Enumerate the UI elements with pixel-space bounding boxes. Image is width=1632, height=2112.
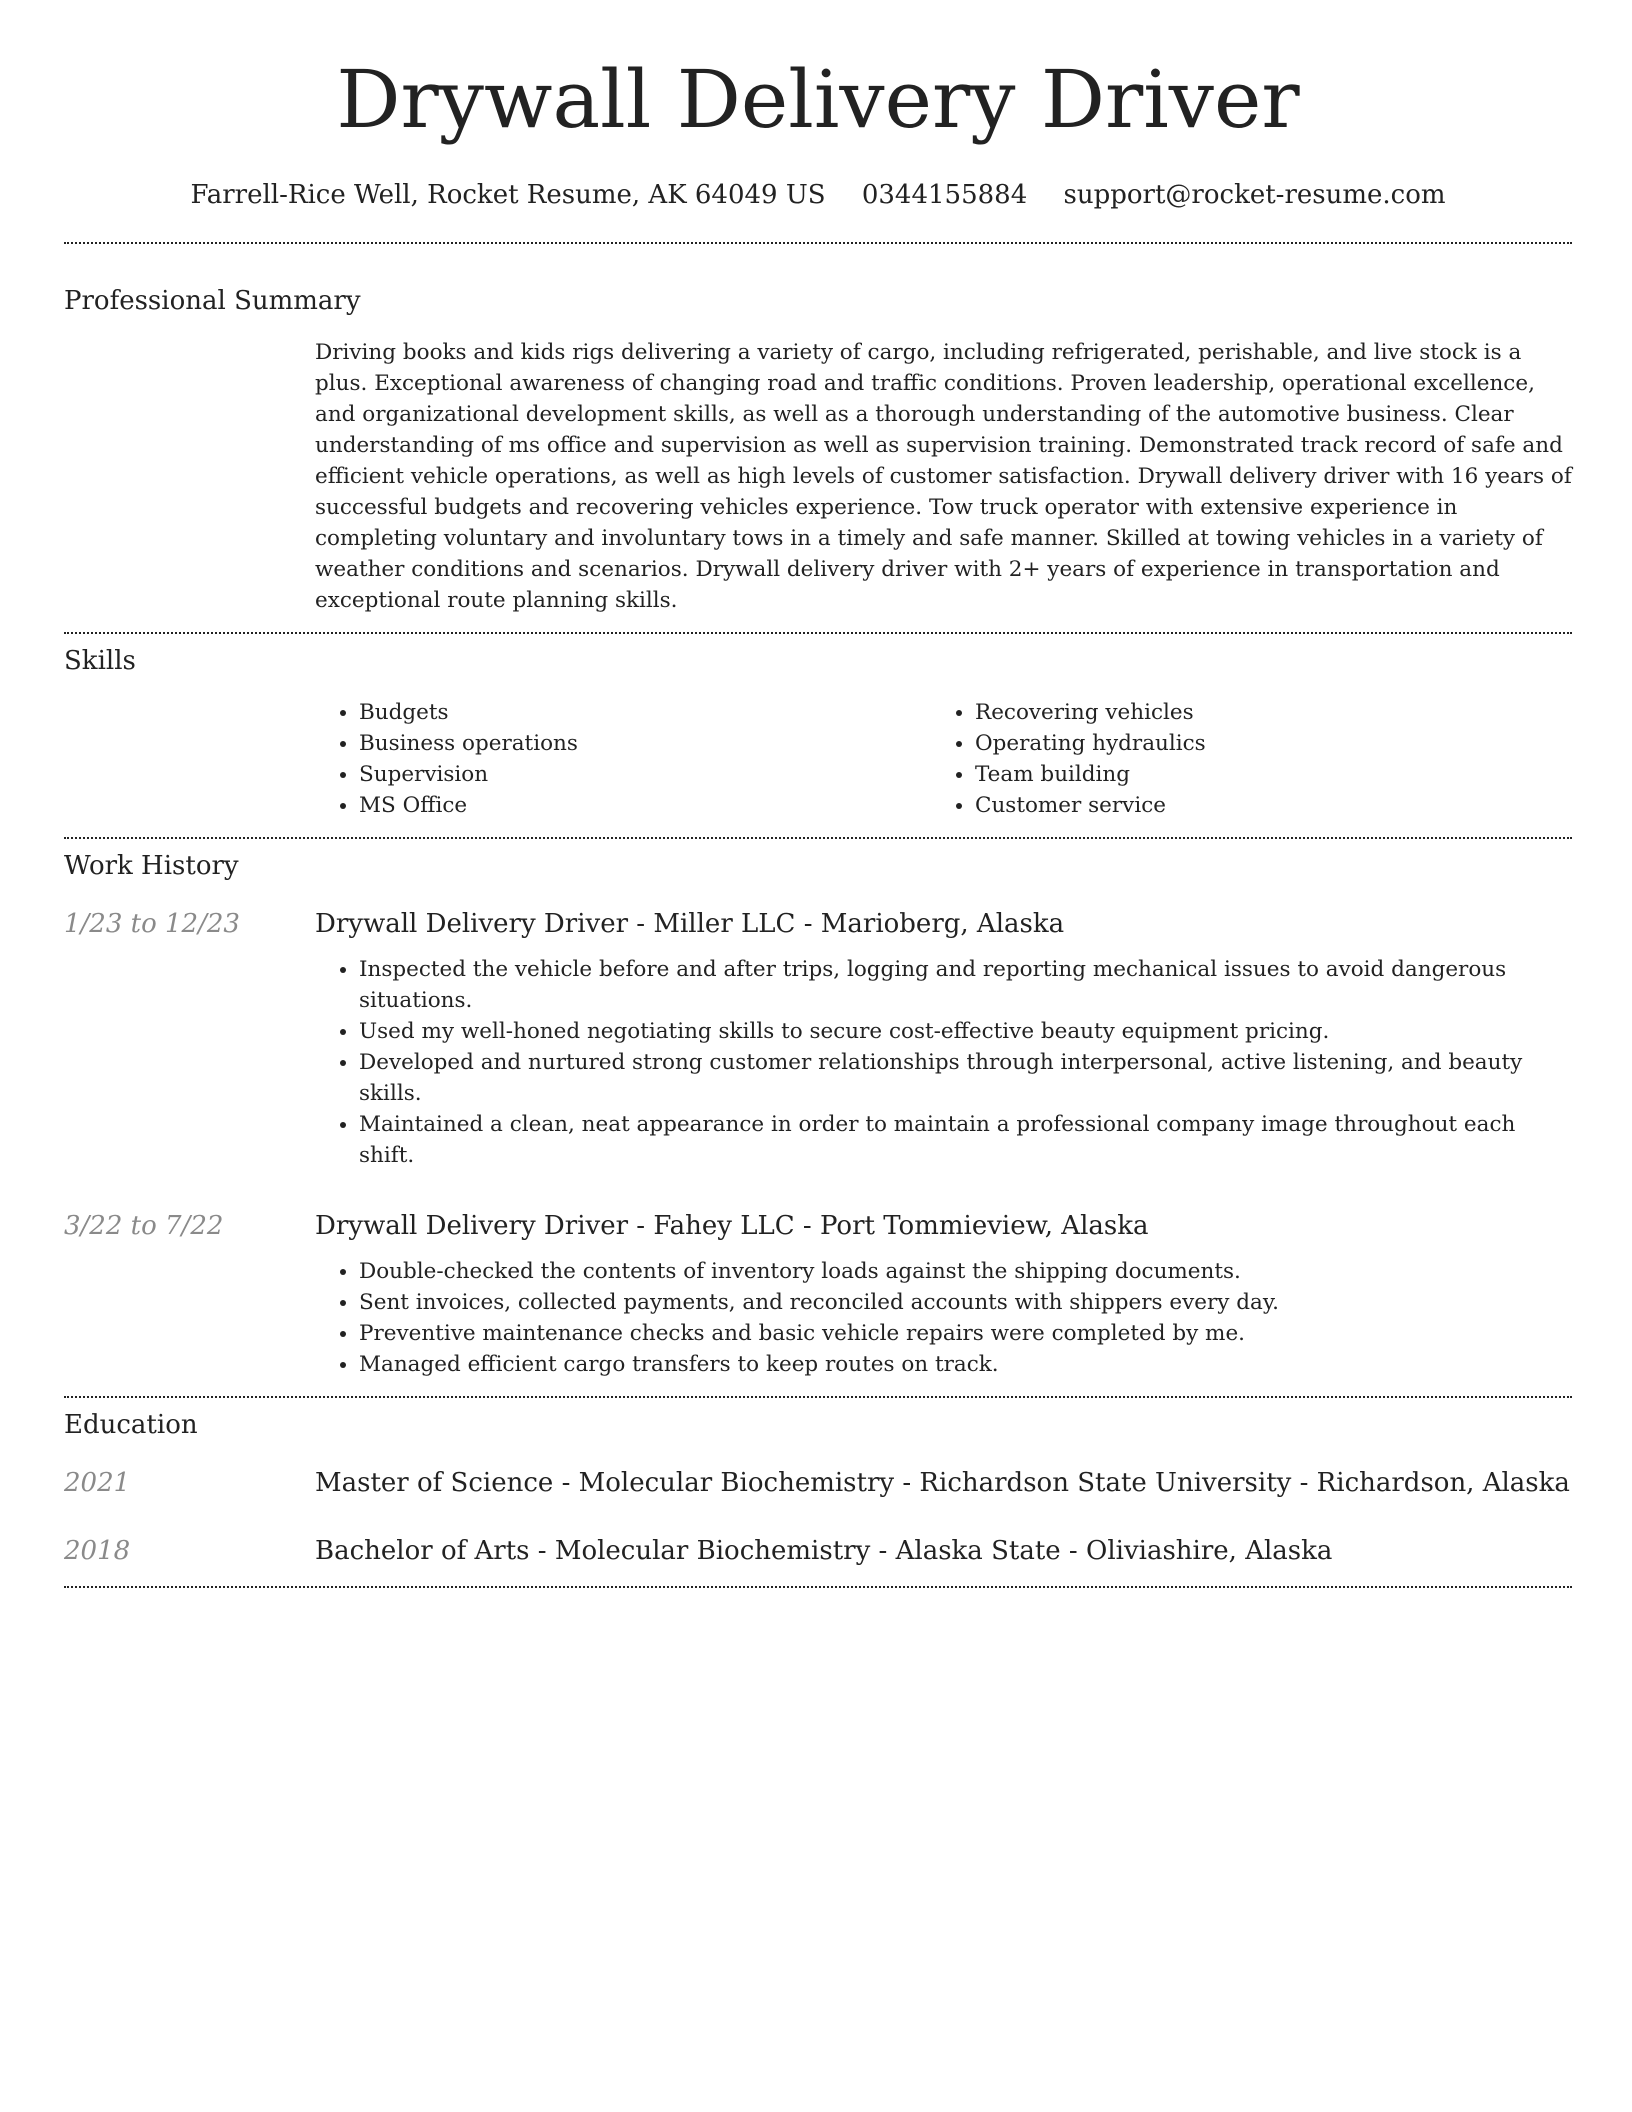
skill-item: • Supervision [359, 759, 931, 790]
contact-address: Farrell-Rice Well, Rocket Resume, AK 64049 US [190, 180, 826, 210]
education-degree: Master of Science [315, 1468, 554, 1498]
skill-item: • Customer service [975, 790, 1547, 821]
section-title-work: Work History [64, 851, 239, 881]
education-location: Richardson, Alaska [1316, 1468, 1570, 1498]
skill-item: • Business operations [359, 728, 931, 759]
job-bullets [315, 954, 1572, 1171]
resume-name: Drywall Delivery Driver [336, 53, 1300, 146]
education-section [64, 1408, 1572, 1568]
resume-page [64, 0, 1572, 1588]
skill-item: • MS Office [359, 790, 931, 821]
education-field: Molecular Biochemistry [554, 1536, 871, 1566]
education-school: Richardson State University [919, 1468, 1292, 1498]
education-degree: Bachelor of Arts [315, 1536, 530, 1566]
job-title-line [315, 907, 1064, 941]
divider [64, 837, 1572, 839]
summary-text: Driving books and kids rigs delivering a variety of cargo, including refrigerated, perishable, and live stock is a plus. Exceptional awareness of changing road and traffic conditions. Proven leadership, operational excellence, and organizational development skills, as well as a thorough understanding of the automotive business. Clear understanding of ms office and supervision as well as supervision training. Demonstrated track record of safe and efficient vehicle operations, as well as high levels of customer satisfaction. Drywall delivery driver with 16 years of successful budgets and recovering vehicles experience. Tow truck operator with extensive experience in completing voluntary and involuntary tows in a timely and safe manner. Skilled at towing vehicles in a variety of weather conditions and scenarios. Drywall delivery driver with 2+ years of experience in transportation and exceptional route planning skills. [315, 340, 1572, 613]
section-title-skills: Skills [64, 646, 136, 676]
skill-item: • Recovering vehicles [975, 697, 1547, 728]
skills-list-right [931, 697, 1547, 821]
separator: - [794, 1211, 820, 1241]
job-header [64, 1209, 1572, 1243]
divider [64, 1586, 1572, 1588]
job-entry [64, 907, 1572, 1171]
divider [64, 632, 1572, 634]
summary-section [64, 284, 1572, 616]
job-bullet: • Used my well-honed negotiating skills to secure cost-effective beauty equipment pricing. [359, 1016, 1572, 1047]
job-location: Port Tommieview, Alaska [819, 1211, 1149, 1241]
separator: - [529, 1536, 555, 1566]
job-entry [64, 1209, 1572, 1380]
separator: - [553, 1468, 579, 1498]
section-title-education: Education [64, 1410, 198, 1440]
job-bullet: • Preventive maintenance checks and basic vehicle repairs were completed by me. [359, 1318, 1572, 1349]
skills-list-left [315, 697, 931, 821]
education-year: 2018 [64, 1536, 131, 1566]
job-title-line [315, 1209, 1149, 1243]
divider [64, 242, 1572, 244]
education-year: 2021 [64, 1468, 131, 1498]
skill-item: • Budgets [359, 697, 931, 728]
job-company: Miller LLC [653, 909, 796, 939]
education-school: Alaska State [895, 1536, 1061, 1566]
job-dates: 1/23 to 12/23 [64, 909, 240, 939]
separator: - [870, 1536, 896, 1566]
skill-item: • Operating hydraulics [975, 728, 1547, 759]
job-bullet: • Maintained a clean, neat appearance in order to maintain a professional company image throughout each shift. [359, 1109, 1572, 1171]
education-entry [64, 1534, 1572, 1568]
job-bullets [315, 1256, 1572, 1380]
skills-section [64, 644, 1572, 821]
education-title-line [315, 1534, 1332, 1568]
separator: - [795, 909, 821, 939]
contact-phone: 0344155884 [861, 180, 1028, 210]
work-section [64, 849, 1572, 1380]
section-title-summary: Professional Summary [64, 286, 361, 316]
job-bullet: • Developed and nurtured strong customer relationships through interpersonal, active listening, and beauty skills. [359, 1047, 1572, 1109]
job-company: Fahey LLC [653, 1211, 795, 1241]
skill-item: • Team building [975, 759, 1547, 790]
divider [64, 1396, 1572, 1398]
contact-email: support@rocket-resume.com [1063, 180, 1446, 210]
education-entry [64, 1466, 1572, 1500]
education-field: Molecular Biochemistry [578, 1468, 895, 1498]
separator: - [628, 1211, 654, 1241]
skills-grid [315, 697, 1572, 821]
job-role: Drywall Delivery Driver [315, 1211, 629, 1241]
job-bullet: • Inspected the vehicle before and after trips, logging and reporting mechanical issues to avoid dangerous situations. [359, 954, 1572, 1016]
separator: - [894, 1468, 920, 1498]
separator: - [1291, 1468, 1317, 1498]
education-title-line [315, 1466, 1570, 1500]
job-bullet: • Double-checked the contents of inventory loads against the shipping documents. [359, 1256, 1572, 1287]
separator: - [1060, 1536, 1086, 1566]
job-bullet: • Sent invoices, collected payments, and reconciled accounts with shippers every day. [359, 1287, 1572, 1318]
job-bullet: • Managed efficient cargo transfers to keep routes on track. [359, 1349, 1572, 1380]
job-role: Drywall Delivery Driver [315, 909, 629, 939]
job-location: Marioberg, Alaska [820, 909, 1065, 939]
contact-line [64, 178, 1572, 212]
education-location: Oliviashire, Alaska [1086, 1536, 1333, 1566]
job-header [64, 907, 1572, 941]
separator: - [628, 909, 654, 939]
job-dates: 3/22 to 7/22 [64, 1211, 224, 1241]
